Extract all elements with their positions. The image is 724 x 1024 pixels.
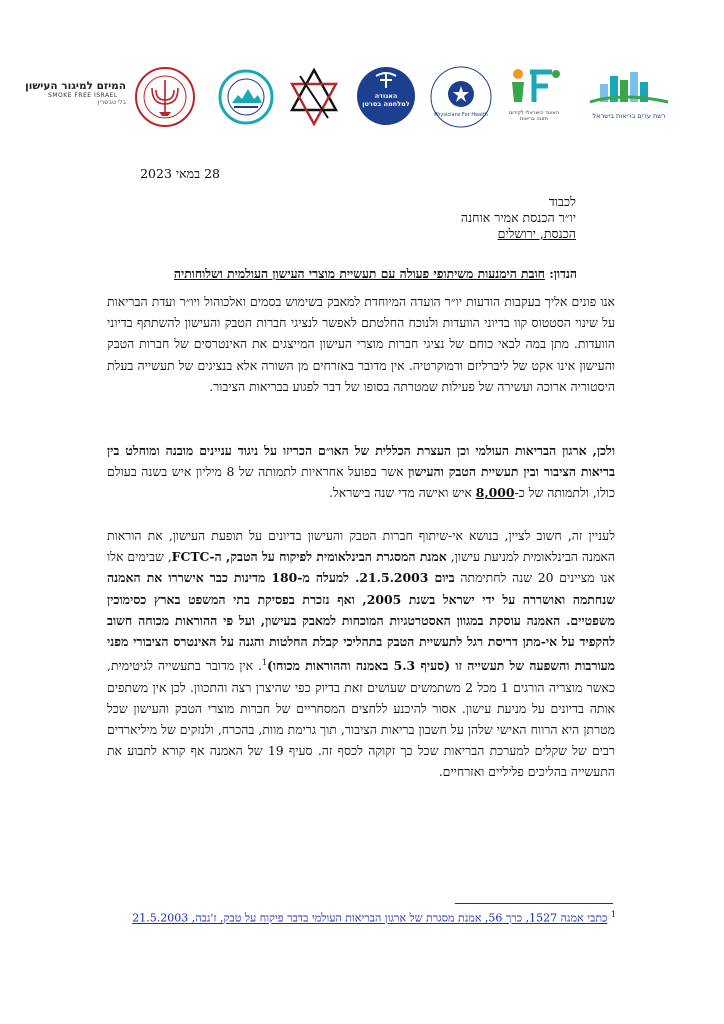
address-recipient: יו״ר הכנסת אמיר אוחנה [460, 210, 576, 225]
logo-strip [25, 66, 676, 128]
recipient-address [461, 194, 576, 242]
cancer-association-text: האגודה למלחמה בסרטן [362, 92, 410, 108]
subject-text: חובת הימנעות משיתופי פעולה עם תעשיית מוצרי העישון העולמית ושלוחותיה [173, 266, 545, 281]
physicians-for-health-logo [430, 66, 492, 128]
paragraph-3-text-c: . אין מדובר בתעשייה לגיטימית, כאשר מוצריה הורגים 1 מכל 2 משתמשים שעושים זאת בדיוק כפי שהיצרן רצה והתכוון. לכן אין משתפים אותה בדיונים על מניעת עישון. אסור להיכנע ללחצים המסחריים של חברות מוצרי הטבק והעישון שכל מטרתן היא הרווח האישי שלהן על חשבון בריאות הציבור, תוך גרימת מוות, בהכרח, ולנזקים של מיליארדים רבים של שקלים למערכת הבריאות שכל כך זקוקה לכסף זה. סעיף 19 של האמנה אף קורא לתבוע את התעשייה בהליכים פליליים ואזרחיים. [107, 658, 616, 780]
subject-label: הנדון: [549, 266, 577, 281]
smokefree-sub-text: בלי טבשרין [97, 99, 126, 106]
cancer-association-logo [356, 66, 416, 126]
star-triangle-logo [288, 66, 340, 126]
address-location: הכנסת, ירושלים [497, 226, 576, 241]
letter-date: 28 במאי 2023 [140, 166, 220, 181]
physicians-text: Physicians For Health [434, 112, 488, 118]
paragraph-3-bold-a: אמנת המסגרת הבינלאומית לפיקוח על הטבק, ה-FCTC [171, 549, 447, 565]
paragraph-3-text-b: , שבימים אלו אנו מציינים 20 שנה לחתימתה [107, 549, 615, 586]
smokefree-hebrew-text: המיזם למיגור העישון [25, 80, 126, 92]
footnote-separator [455, 903, 613, 904]
paragraph-2-text-a: אשר בפועל אחראיות לתמותה של 8 מיליון איש בשנה בעולם כולו, ולתמותה של כ- [107, 464, 615, 501]
subject-line [174, 266, 577, 282]
paragraph-3-bold-b: ביום 21.5.2003. למעלה מ-180 מדינות כבר אישררו את האמנה שנחתמה ואושררה על ידי ישראל בשנת 2005, ואף נזכרת בפסיקת בתי המשפט בארץ כסימוכין משפטיים. האמנה עוסקת במגוון האסטרטגיות המוכחות למאבק בעישון, ועל פי ההוראות מכוחה חשוב להקפיד על אי-מתן דריסת רגל לתעשיית הטבק בתהליכי קבלת החלטות והגנה על האינטרס הציבורי מפני מעורבות והשפעה של תעשייה זו (סעיף 5.3 באמנה וההוראות מכוחו) [107, 570, 615, 674]
paragraph-3-text-a: לעניין זה, חשוב לציין, בנושא אי-שיתוף חברות הטבק והעישון בדיונים על תופעת העישון, את הוראות האמנה הבינלאומית למניעת עישון, [107, 528, 615, 565]
address-salutation: לכבוד [548, 194, 576, 209]
paragraph-2-text-b: איש ואישה מדי שנה בישראל. [329, 485, 476, 501]
smokefree-israel-logo [25, 80, 126, 130]
paragraph-2-number: 8,000 [475, 485, 515, 501]
healthy-cities-text: רשת ערים בריאות בישראל [592, 112, 666, 120]
medical-association-logo [134, 66, 196, 128]
paragraph-2-bold: ולכן, ארגון הבריאות העולמי וכן העצרת הכללית של האו״ם הכריזו על ניגוד עניינים מובנה ומוחלט בין בריאות הציבור ובין תעשיית הטבק והעישון [107, 443, 615, 480]
footnote-link[interactable]: כתבי אמנה 1527, כרך 56, אמנת מסגרת של ארגון הבריאות העולמי בדבר פיקוח על טבק, ז'נבה, 21.5.2003 [132, 911, 608, 925]
footnote-number: 1 [610, 910, 616, 919]
paragraph-2 [107, 440, 615, 504]
footnote-ref[interactable]: 1 [261, 658, 267, 668]
nutrition-association-text: האיגוד הישראלי לקידום תזונה בריאות [508, 110, 560, 122]
footnote [132, 910, 616, 925]
smokefree-english-text: SMOKE FREE ISRAEL [48, 92, 118, 99]
nutrition-association-logo [504, 66, 564, 126]
healthy-cities-logo [582, 66, 676, 126]
paragraph-3 [107, 525, 615, 783]
teal-circle-logo [218, 69, 274, 125]
paragraph-1: אנו פונים אליך בעקבות הודעות יו״ר הועדה המיוחדת למאבק בשימוש בסמים ואלכוהול ויו״ר ועדת הבריאות על שינוי הסטטוס קוו בדיוני הוועדות ולנוכח החלטתם לאפשר לנציגי חברות הטבק והעישון להשתתף בדיוני הוועדות. מתן במה לבאי כוחם של נציגי חברות מוצרי העישון המייצגים את האינטרסים של חברות הטבק והעישון אינו אקט של ליברליזם ודמוקרטיה. אין מדובר באזרחים מן השורה אלא בנציגים של תעשייה בעלת היסטוריה ארוכה ועשירה של פעילות שמטרתה בסופו של דבר לפגוע בבריאות הציבור. [107, 294, 615, 394]
